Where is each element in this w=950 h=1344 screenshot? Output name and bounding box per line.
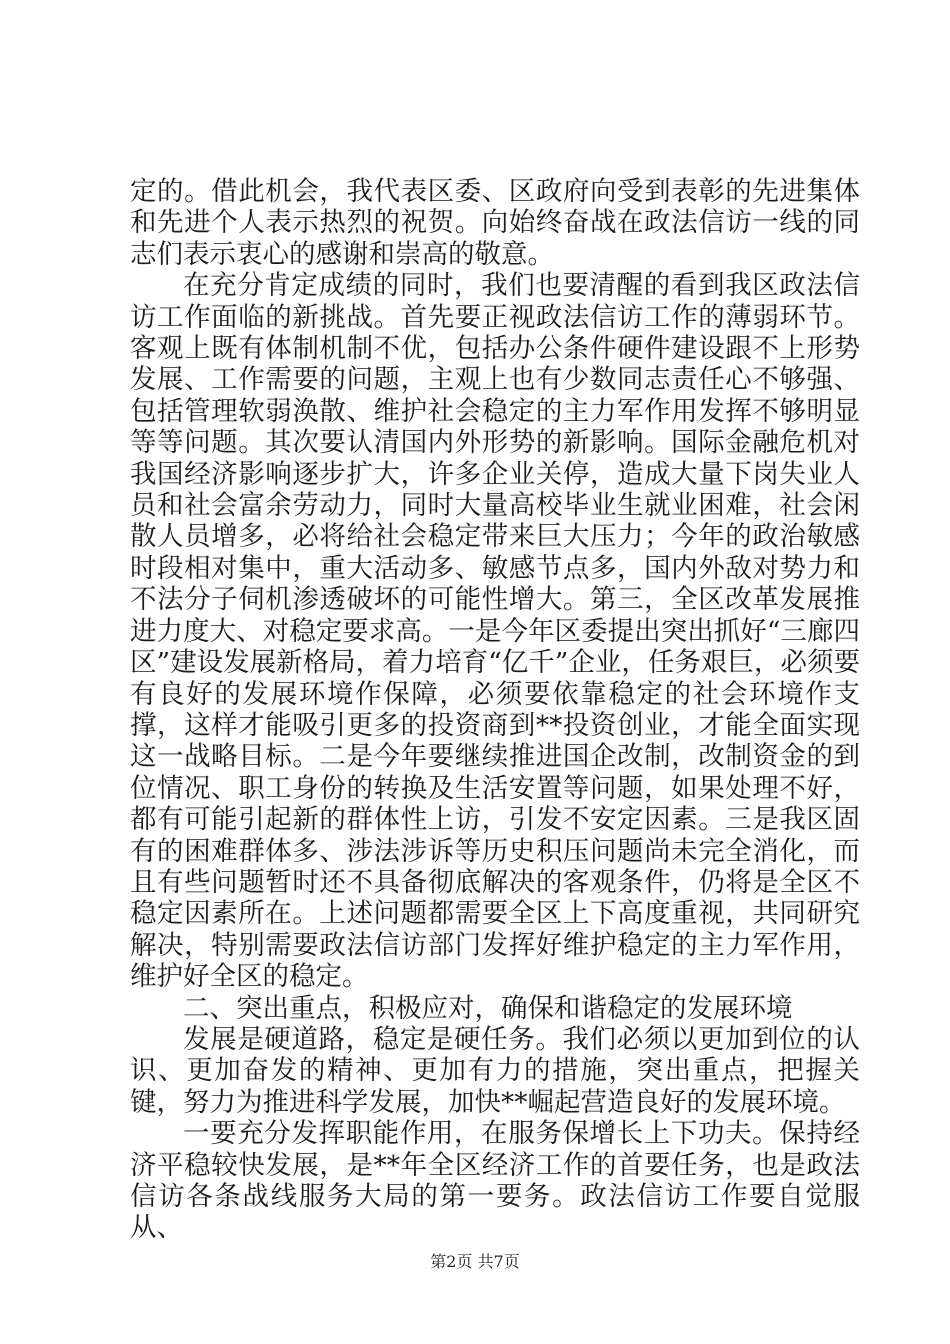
section-heading: 二、突出重点，积极应对，确保和谐稳定的发展环境 (183, 992, 793, 1024)
paragraph-challenges: 在充分肯定成绩的同时，我们也要清醒的看到我区政法信访工作面临的新挑战。首先要正视政法信访工作的薄弱环节。客观上既有体制机制不优，包括办公条件硬件建设跟不上形势发展、工作需要的问题，主观上也有少数同志责任心不够强、包括管理软弱涣散、维护社会稳定的主力军作用发挥不够明显等等问题。其次要认清国内外形势的新影响。国际金融危机对我国经济影响逐步扩大，许多企业关停，造成大量下岗失业人员和社会富余劳动力，同时大量高校毕业生就业困难，社会闲散人员增多，必将给社会稳定带来巨大压力；今年的政治敏感时段相对集中，重大活动多、敏感节点多，国内外敌对势力和不法分子伺机渗透破坏的可能性增大。第三，全区改革发展推进力度大、对稳定要求高。一是今年区委提出突出抓好“三廊四区”建设发展新格局，着力培育“亿千”企业，任务艰巨，必须要有良好的发展环境作保障，必须要依靠稳定的社会环境作支撑，这样才能吸引更多的投资商到**投资创业，才能全面实现这一战略目标。二是今年要继续推进国企改制，改制资金的到位情况、职工身份的转换及生活安置等问题，如果处理不好，都有可能引起新的群体性上访，引发不安定因素。三是我区固有的困难群体多、涉法涉诉等历史积压问题尚未完全消化，而且有些问题暂时还不具备彻底解决的客观条件，仍将是全区不稳定因素所在。上述问题都需要全区上下高度重视，共同研究解决，特别需要政法信访部门发挥好维护稳定的主力军作用，维护好全区的稳定。 (130, 270, 860, 993)
paragraph-function: 一要充分发挥职能作用，在服务保增长上下功夫。保持经济平稳较快发展，是**年全区经济工作的首要任务，也是政法信访各条战线服务大局的第一要务。政法信访工作要自觉服从、 (130, 1118, 860, 1244)
document-body (130, 176, 860, 1244)
paragraph-development: 发展是硬道路，稳定是硬任务。我们必须以更加到位的认识、更加奋发的精神、更加有力的措施，突出重点，把握关键，努力为推进科学发展，加快**崛起营造良好的发展环境。 (130, 1023, 860, 1118)
paragraph-continuation: 定的。借此机会，我代表区委、区政府向受到表彰的先进集体和先进个人表示热烈的祝贺。向始终奋战在政法信访一线的同志们表示衷心的感谢和崇高的敬意。 (130, 176, 860, 270)
page-footer: 第2页 共7页 (430, 1252, 520, 1271)
